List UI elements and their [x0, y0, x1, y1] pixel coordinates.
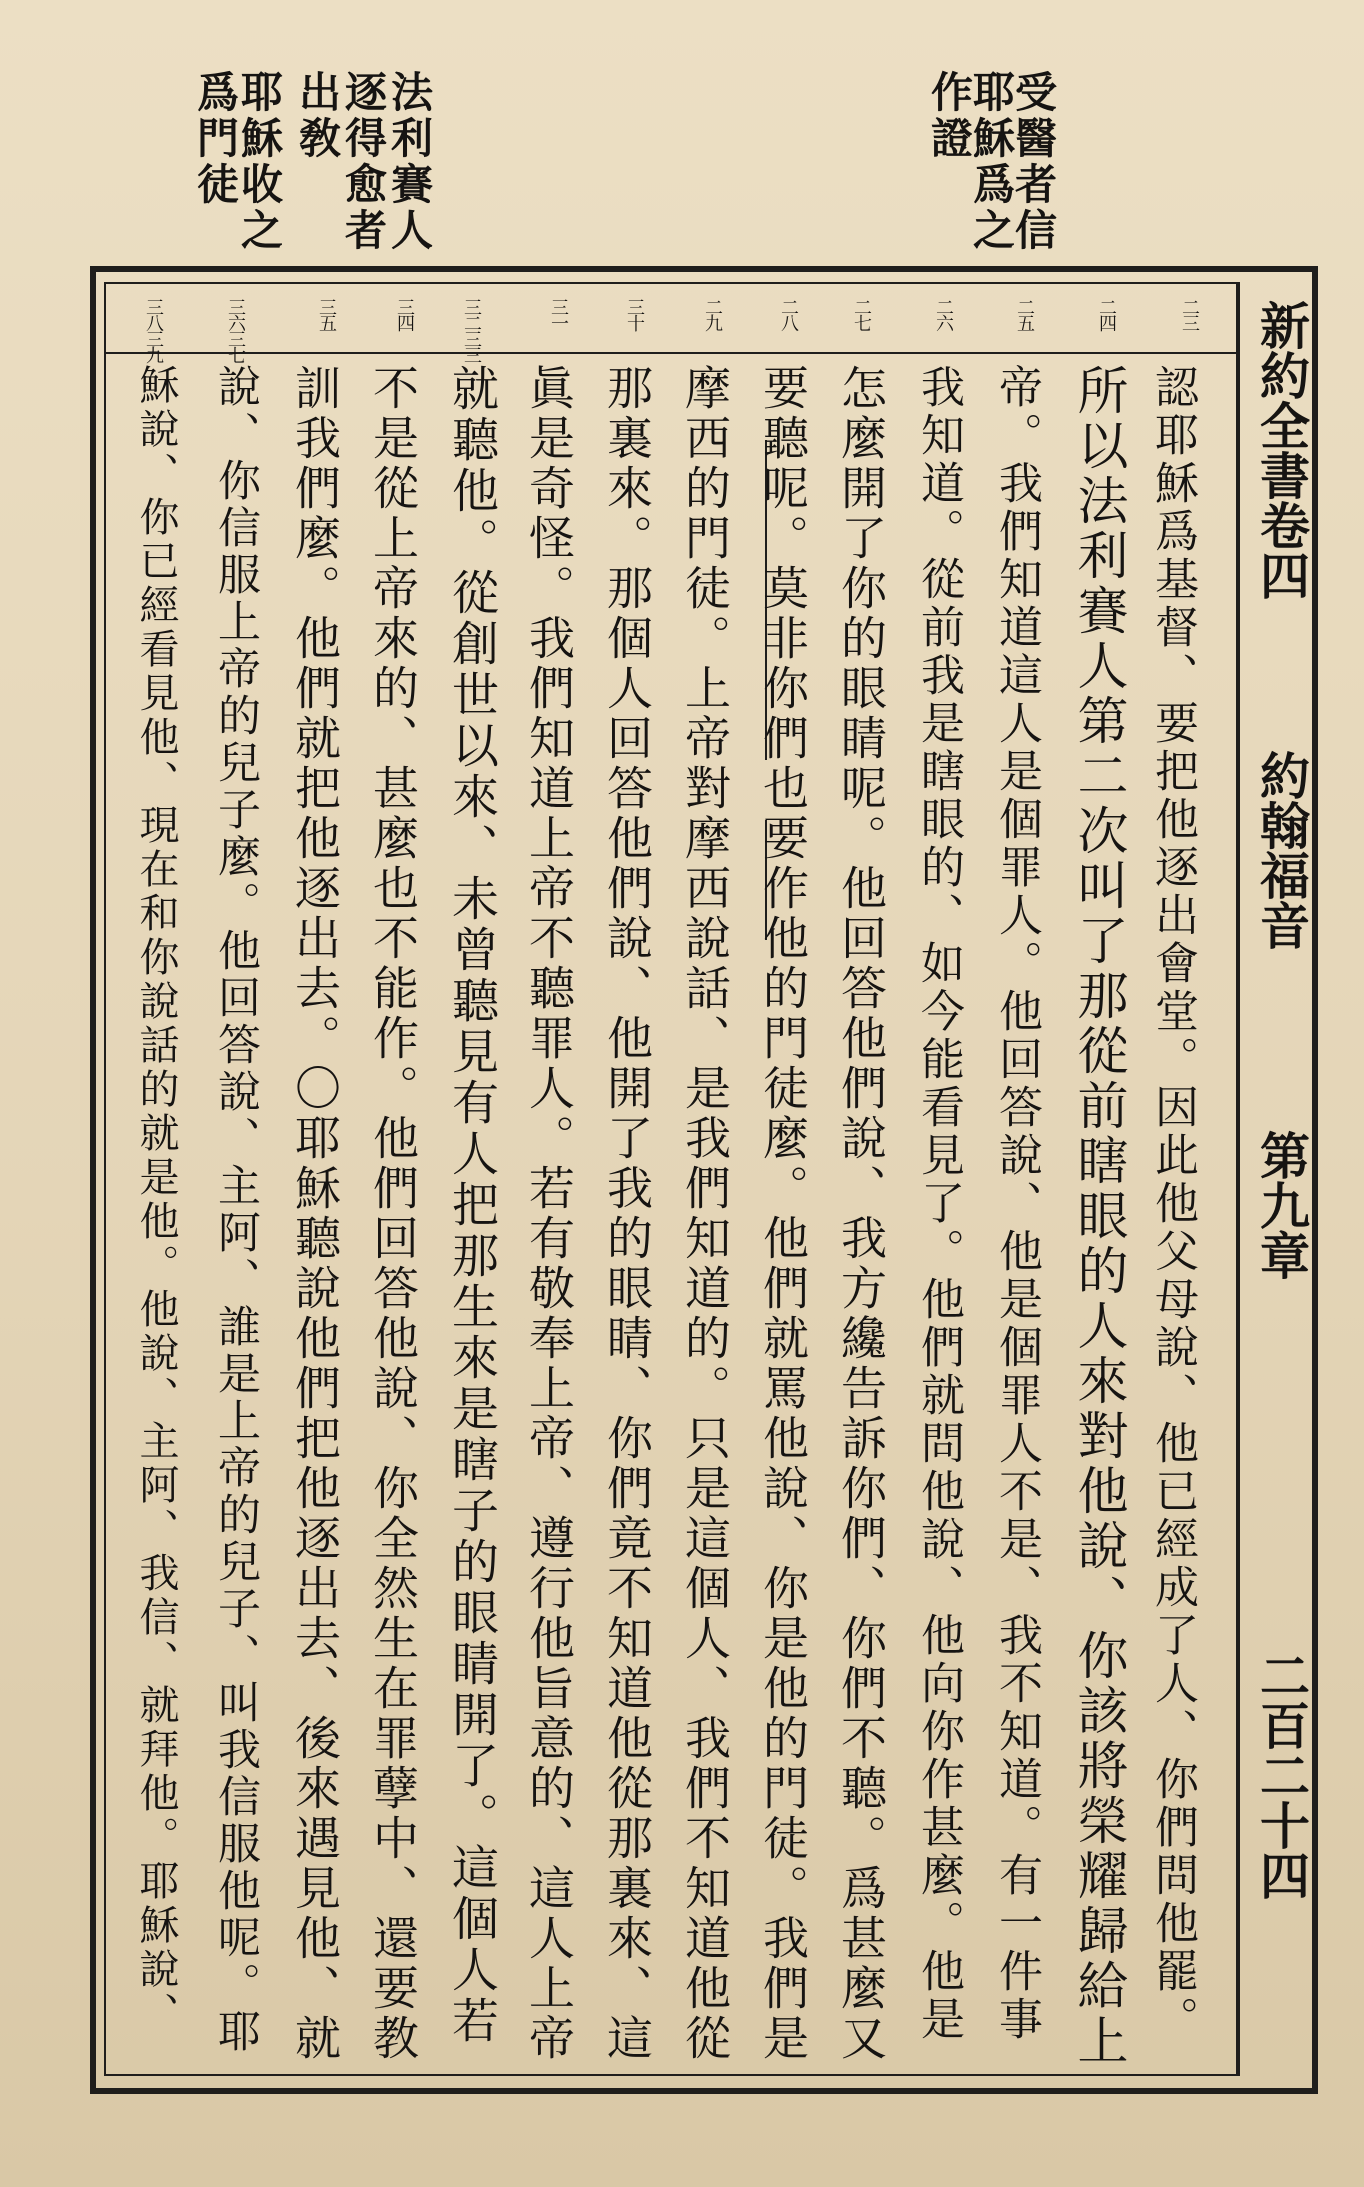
- verse-number: 三八三九: [143, 298, 164, 362]
- verse-number: 三二三三: [461, 298, 482, 362]
- margin-note: 出敎: [293, 70, 342, 162]
- verse-number: 二六: [933, 298, 954, 330]
- text-column: 穌說、你已經看見他、現在和你說話的就是他。他說、主阿、我信、就拜他。耶穌說、: [133, 364, 179, 2036]
- text-column: 眞是奇怪。我們知道上帝不聽罪人。若有敬奉上帝、遵行他旨意的、這人上帝: [522, 364, 576, 2064]
- text-column: 摩西的門徒。上帝對摩西說話、是我們知道的。只是這個人、我們不知道他從: [678, 364, 732, 2064]
- verse-number: 二四: [1096, 298, 1117, 330]
- text-column: 就聽他。從創世以來、未曾聽見有人把那生來是瞎子的眼睛開了。這個人若: [444, 364, 499, 2047]
- verse-number: 三六三七: [225, 298, 246, 362]
- verse-number: 二五: [1014, 298, 1035, 330]
- text-column: 所以法利賽人第二次叫了那從前瞎眼的人來對他說、你該將榮耀歸給上: [1068, 364, 1127, 2069]
- margin-note: 耶穌收之: [235, 70, 284, 254]
- verse-number: 二七: [851, 298, 872, 330]
- header-divider: [1238, 282, 1240, 2076]
- gospel-title: 約翰福音: [1252, 750, 1311, 950]
- verse-number: 三十: [624, 298, 645, 330]
- book-title: 新約全書卷四: [1252, 300, 1311, 600]
- text-column: 訓我們麼。他們就把他逐出去。〇耶穌聽說他們把他逐出去、後來遇見他、就: [288, 364, 342, 2064]
- margin-note: 逐得愈者: [339, 70, 388, 254]
- margin-note: 作證: [925, 70, 974, 162]
- verse-number: 三五: [316, 298, 337, 330]
- text-column: 帝。我們知道這人是個罪人。他回答說、他是個罪人不是、我不知道。有一件事: [991, 364, 1042, 2044]
- margin-note: 法利賽人: [385, 70, 434, 254]
- text-column: 說、你信服上帝的兒子麼。他回答說、主阿、誰是上帝的兒子、叫我信服他呢。耶: [211, 364, 261, 2056]
- verse-number-rule: [104, 352, 1238, 354]
- page-number: 二百二十四: [1252, 1650, 1311, 1900]
- verse-number: 二三: [1179, 298, 1200, 330]
- text-column: 要聽呢。莫非你們也要作他的門徒麼。他們就罵他說、你是他的門徒。我們是: [756, 364, 810, 2064]
- margin-note: 爲門徒: [191, 70, 240, 208]
- margin-note: 耶穌爲之: [967, 70, 1016, 254]
- chapter-title: 第九章: [1252, 1130, 1311, 1280]
- verse-number: 三四: [394, 298, 415, 330]
- text-column: 認耶穌爲基督、要把他逐出會堂。因此他父母說、他已經成了人、你們問他罷。: [1147, 364, 1198, 2044]
- margin-note: 受醫者信: [1009, 70, 1058, 254]
- text-column: 那裏來。那個人回答他們說、他開了我的眼睛、你們竟不知道他從那裏來、這: [600, 364, 654, 2064]
- verse-number: 二八: [778, 298, 799, 330]
- text-column: 怎麼開了你的眼睛呢。他回答他們說、我方纔告訴你們、你們不聽。爲甚麼又: [834, 364, 888, 2064]
- verse-number: 二九: [702, 298, 723, 330]
- verse-number: 三一: [548, 298, 569, 330]
- text-column: 不是從上帝來的、甚麼也不能作。他們回答他說、你全然生在罪孽中、還要教: [366, 364, 420, 2064]
- text-column: 我知道。從前我是瞎眼的、如今能看見了。他們就問他說、他向你作甚麼。他是: [913, 364, 964, 2044]
